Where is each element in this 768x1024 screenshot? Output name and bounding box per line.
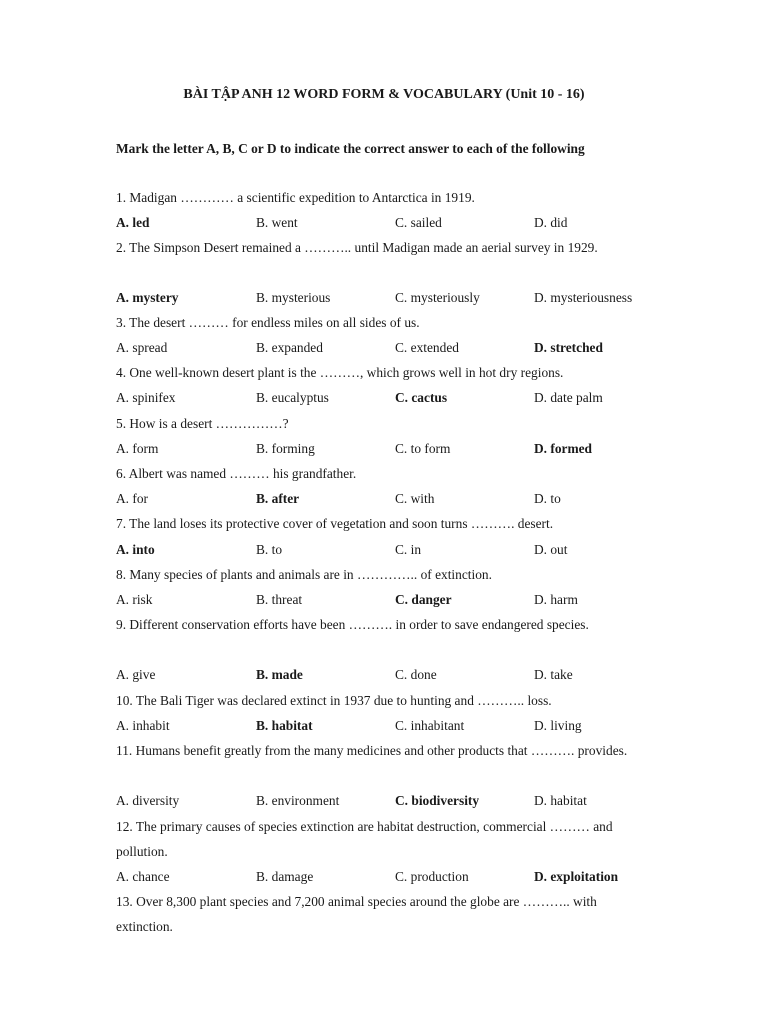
question-text: 2. The Simpson Desert remained a ……….. until Madigan made an aerial survey in 1929. — [116, 240, 598, 255]
option-b: B. to — [256, 542, 283, 557]
option-a: A. spinifex — [116, 390, 176, 405]
option-a: A. diversity — [116, 793, 180, 808]
option-d: D. formed — [534, 441, 593, 456]
question-text: 4. One well-known desert plant is the ………, which grows well in hot dry regions. — [116, 365, 564, 380]
option-b: B. habitat — [256, 718, 313, 733]
question-text: 3. The desert ……… for endless miles on all sides of us. — [116, 315, 420, 330]
question-text: 10. The Bali Tiger was declared extinct in 1937 due to hunting and ……….. loss. — [116, 693, 552, 708]
answer-options — [116, 486, 656, 511]
option-a: A. give — [116, 667, 156, 682]
answer-options — [116, 335, 656, 360]
option-b: B. eucalyptus — [256, 390, 329, 405]
option-d: D. exploitation — [534, 869, 619, 884]
question-text: 5. How is a desert ……………? — [116, 416, 289, 431]
option-a: A. risk — [116, 592, 153, 607]
answer-options — [116, 210, 656, 235]
option-a: A. inhabit — [116, 718, 170, 733]
option-c: C. cactus — [395, 390, 448, 405]
option-b: B. went — [256, 215, 298, 230]
answer-options — [116, 864, 656, 889]
answer-options — [116, 713, 656, 738]
question-text: 11. Humans benefit greatly from the many medicines and other products that ………. provides. — [116, 743, 628, 758]
answer-options — [116, 537, 656, 562]
question-text: 12. The primary causes of species extinction are habitat destruction, commercial ……… and pollution. — [116, 819, 613, 859]
option-d: D. stretched — [534, 340, 603, 355]
option-d: D. to — [534, 491, 561, 506]
option-c: C. sailed — [395, 215, 442, 230]
option-b: B. environment — [256, 793, 340, 808]
option-a: A. mystery — [116, 290, 179, 305]
option-c: C. inhabitant — [395, 718, 465, 733]
question-text: 8. Many species of plants and animals are in ………….. of extinction. — [116, 567, 492, 582]
option-c: C. extended — [395, 340, 459, 355]
question-text: 7. The land loses its protective cover of vegetation and soon turns ………. desert. — [116, 516, 554, 531]
option-a: A. form — [116, 441, 159, 456]
option-a: A. chance — [116, 869, 170, 884]
option-d: D. date palm — [534, 390, 603, 405]
option-b: B. after — [256, 491, 300, 506]
answer-options — [116, 385, 656, 410]
option-c: C. to form — [395, 441, 451, 456]
page-title: BÀI TẬP ANH 12 WORD FORM & VOCABULARY (Unit 10 - 16) — [183, 87, 585, 102]
option-b: B. threat — [256, 592, 303, 607]
answer-options — [116, 587, 656, 612]
option-c: C. danger — [395, 592, 452, 607]
instruction-text: Mark the letter A, B, C or D to indicate the correct answer to each of the following — [116, 141, 585, 156]
option-c: C. with — [395, 491, 435, 506]
option-d: D. did — [534, 215, 568, 230]
answer-options — [116, 788, 656, 813]
option-d: D. harm — [534, 592, 578, 607]
option-c: C. in — [395, 542, 422, 557]
option-a: A. spread — [116, 340, 168, 355]
option-b: B. made — [256, 667, 303, 682]
option-b: B. mysterious — [256, 290, 331, 305]
option-c: C. biodiversity — [395, 793, 480, 808]
answer-options — [116, 285, 656, 310]
answer-options — [116, 662, 656, 687]
option-a: A. for — [116, 491, 148, 506]
option-c: C. done — [395, 667, 437, 682]
question-text: 9. Different conservation efforts have been ………. in order to save endangered species. — [116, 617, 589, 632]
question-text: 13. Over 8,300 plant species and 7,200 animal species around the globe are ……….. with extinction. — [116, 894, 597, 934]
option-c: C. production — [395, 869, 469, 884]
option-d: D. mysteriousness — [534, 290, 633, 305]
option-b: B. forming — [256, 441, 315, 456]
option-d: D. habitat — [534, 793, 587, 808]
option-d: D. take — [534, 667, 573, 682]
question-text: 1. Madigan ………… a scientific expedition to Antarctica in 1919. — [116, 190, 475, 205]
answer-options — [116, 436, 656, 461]
option-b: B. damage — [256, 869, 314, 884]
option-c: C. mysteriously — [395, 290, 480, 305]
option-a: A. led — [116, 215, 150, 230]
option-b: B. expanded — [256, 340, 323, 355]
option-d: D. living — [534, 718, 582, 733]
option-a: A. into — [116, 542, 155, 557]
option-d: D. out — [534, 542, 568, 557]
question-text: 6. Albert was named ……… his grandfather. — [116, 466, 357, 481]
